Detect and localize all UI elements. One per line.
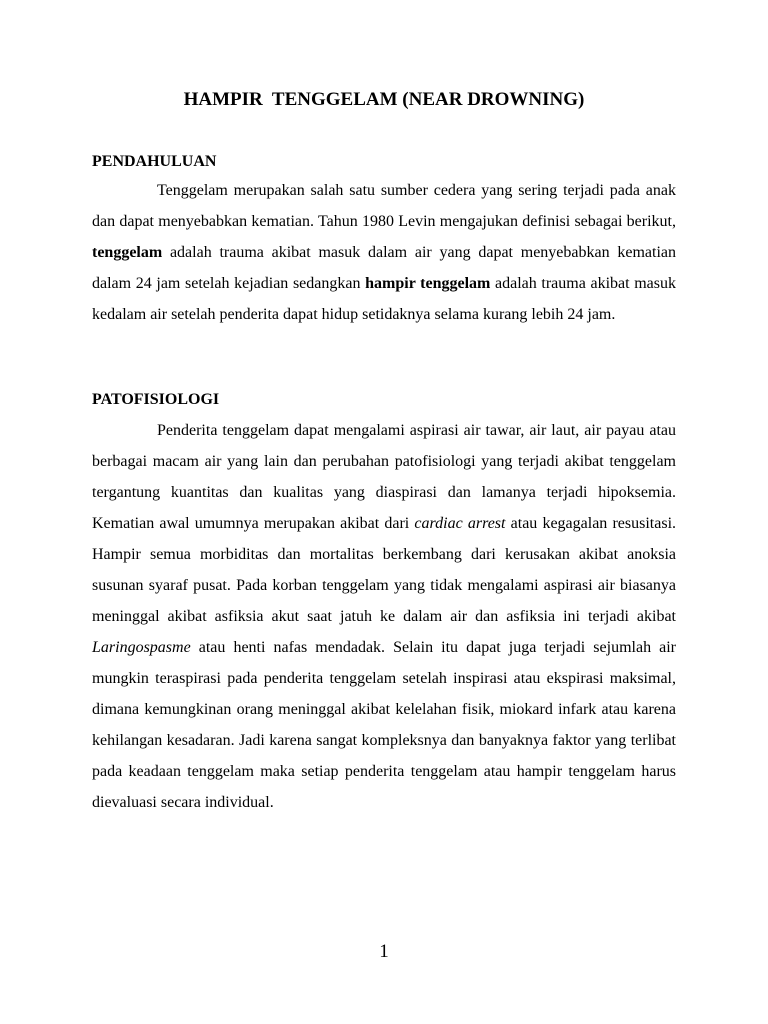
italic-term-cardiac-arrest: cardiac arrest: [414, 515, 506, 532]
paragraph-text: atau kegagalan resusitasi. Hampir semua morbiditas dan mortalitas berkembang dari kerusakan akibat anoksia susunan syaraf pusat. Pada korban tenggelam yang tidak mengalami aspirasi air biasanya meninggal akibat asfiksia akut saat jatuh ke dalam air dan asfiksia ini terjadi akibat: [92, 515, 677, 625]
bold-term-hampir-tenggelam: hampir tenggelam: [365, 275, 491, 292]
section-heading-patofisiologi: PATOFISIOLOGI: [92, 391, 220, 408]
page-number: 1: [379, 941, 389, 962]
italic-term-laringospasme: Laringospasme: [92, 639, 191, 656]
section-heading-pendahuluan: PENDAHULUAN: [92, 153, 217, 170]
paragraph-text: adalah trauma akibat masuk kedalam air setelah penderita dapat hidup setidaknya selama kurang lebih 24 jam.: [92, 275, 676, 323]
paragraph-text: adalah trauma akibat masuk dalam air yang dapat menyebabkan kematian dalam 24 jam setelah kejadian sedangkan: [92, 244, 676, 292]
paragraph-pendahuluan: [92, 175, 676, 330]
paragraph-text: Tenggelam merupakan salah satu sumber cedera yang sering terjadi pada anak dan dapat menyebabkan kematian. Tahun 1980 Levin mengajukan definisi sebagai berikut,: [92, 182, 676, 230]
paragraph-text: atau henti nafas mendadak. Selain itu dapat juga terjadi sejumlah air mungkin teraspirasi pada penderita tenggelam setelah inspirasi atau ekspirasi maksimal, dimana kemungkinan orang meninggal akibat kelelahan fisik, miokard infark atau karena kehilangan kesadaran. Jadi karena sangat kompleksnya dan banyaknya faktor yang terlibat pada keadaan tenggelam maka setiap penderita tenggelam atau hampir tenggelam harus dievaluasi secara individual.: [92, 639, 676, 811]
document-title: HAMPIR TENGGELAM (NEAR DROWNING): [183, 89, 585, 110]
paragraph-patofisiologi: [92, 415, 676, 818]
bold-term-tenggelam: tenggelam: [92, 244, 163, 261]
paragraph-text: Penderita tenggelam dapat mengalami aspirasi air tawar, air laut, air payau atau berbagai macam air yang lain dan perubahan patofisiologi yang terjadi akibat tenggelam tergantung kuantitas dan kualitas yang diaspirasi dan lamanya terjadi hipoksemia. Kematian awal umumnya merupakan akibat dari: [92, 422, 676, 532]
